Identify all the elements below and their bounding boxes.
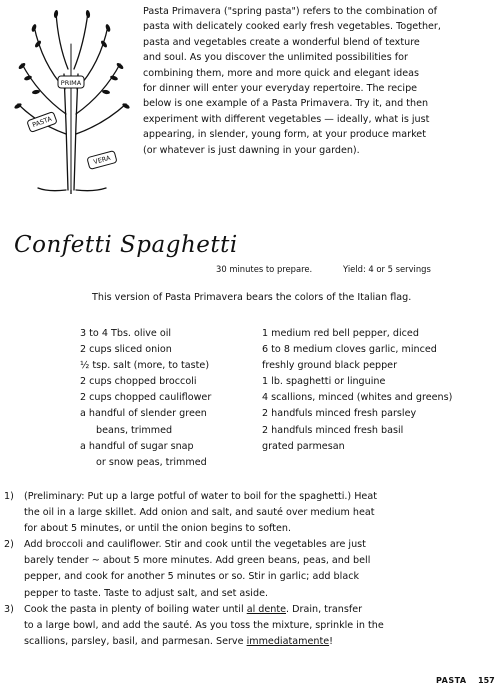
instruction-steps (0, 489, 500, 650)
intro-line: experiment with different vegetables — ideally, what is just (143, 113, 430, 125)
ingredients-right-column (262, 326, 494, 455)
ingredient-item: or snow peas, trimmed (96, 456, 207, 468)
step-number: 1) (4, 491, 14, 502)
banner-mid-text: PRIMA (60, 79, 82, 87)
banner-right-text: VERA (92, 153, 112, 167)
intro-line: combining them, more and more quick and elegant ideas (143, 67, 419, 79)
ingredient-item: grated parmesan (262, 440, 345, 452)
intro-line: pasta and vegetables create a wonderful blend of texture (143, 36, 420, 48)
step-line: pepper to taste. Taste to adjust salt, and set aside. (24, 587, 269, 599)
ingredient-item: 1 medium red bell pepper, diced (262, 328, 419, 339)
ingredient-item: 4 scallions, minced (whites and greens) (262, 392, 453, 404)
step-line (24, 602, 500, 618)
intro-line: appearing, in slender, young form, at your produce market (143, 129, 426, 141)
step-line: for about 5 minutes, or until the onion begins to soften. (24, 523, 292, 535)
ingredient-item: 2 cups sliced onion (80, 344, 172, 356)
recipe-title: Confetti Spaghetti (14, 232, 238, 258)
ingredient-item: 2 handfuls minced fresh parsley (262, 408, 417, 420)
intro-line: (or whatever is just dawning in your garden). (143, 144, 360, 156)
ingredient-item: freshly ground black pepper (262, 360, 398, 372)
step-text: Cook the pasta in plenty of boiling water until (24, 603, 247, 615)
al-dente-emphasis: al dente (246, 603, 287, 615)
step-number: 2) (4, 539, 14, 551)
pasta-tree-illustration (8, 4, 136, 194)
servings-yield: Yield: 4 or 5 servings (343, 264, 431, 274)
step-text: . Drain, transfer (286, 603, 363, 615)
intro-line: for dinner will enter your everyday repertoire. The recipe (143, 83, 418, 95)
recipe-subtitle: This version of Pasta Primavera bears the colors of the Italian flag. (92, 292, 412, 303)
step-line: Add broccoli and cauliflower. Stir and cook until the vegetables are just (24, 539, 366, 551)
immediatamente-emphasis: immediatamente (246, 635, 330, 647)
ingredient-item: 1 lb. spaghetti or linguine (262, 376, 386, 388)
ingredient-item: 2 handfuls minced fresh basil (262, 424, 404, 436)
intro-line: and soul. As you discover the unlimited possibilities for (143, 52, 408, 64)
intro-line: pasta with delicately cooked early fresh vegetables. Together, (143, 21, 441, 33)
footer-section-label: PASTA (436, 676, 467, 685)
step-1 (4, 489, 500, 537)
intro-line: below is one example of a Pasta Primavera. Try it, and then (143, 98, 429, 110)
step-number: 3) (4, 603, 14, 615)
ingredients-left-column (80, 326, 250, 471)
ingredient-item: a handful of slender green (80, 408, 207, 420)
ingredient-item: 2 cups chopped broccoli (80, 376, 197, 388)
step-2 (4, 537, 500, 601)
step-line (24, 634, 500, 650)
ingredient-item: 6 to 8 medium cloves garlic, minced (262, 344, 437, 356)
ingredient-item: 2 cups chopped cauliflower (80, 392, 212, 404)
page-number: 157 (478, 676, 495, 685)
prep-time: 30 minutes to prepare. (216, 264, 313, 274)
step-text: scallions, parsley, basil, and parmesan. Serve (24, 635, 247, 647)
step-line: barely tender ~ about 5 more minutes. Add green beans, peas, and bell (24, 555, 371, 567)
step-text: ! (329, 635, 333, 647)
ingredient-item: 3 to 4 Tbs. olive oil (80, 328, 172, 339)
banner-left-text: PASTA (31, 114, 53, 130)
step-3 (4, 602, 500, 650)
ingredient-item: ½ tsp. salt (more, to taste) (80, 360, 210, 372)
step-line: the oil in a large skillet. Add onion and salt, and sauté over medium heat (24, 507, 375, 519)
ingredient-item: a handful of sugar snap (80, 440, 194, 452)
step-line: pepper, and cook for another 5 minutes or so. Stir in garlic; add black (24, 571, 360, 583)
step-line: to a large bowl, and add the sauté. As you toss the mixture, sprinkle in the (24, 619, 384, 631)
intro-line: Pasta Primavera ("spring pasta") refers to the combination of (143, 6, 437, 17)
step-line: (Preliminary: Put up a large potful of water to boil for the spaghetti.) Heat (24, 491, 377, 502)
intro-paragraph (143, 4, 493, 158)
ingredient-item: beans, trimmed (96, 424, 173, 436)
